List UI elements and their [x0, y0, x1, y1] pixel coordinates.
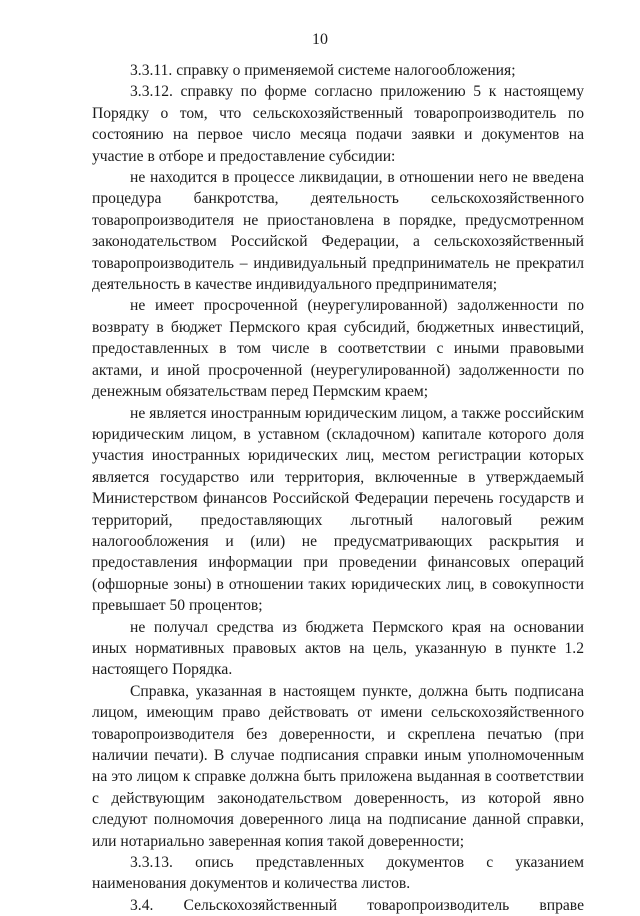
paragraph-signature-requirements: Справка, указанная в настоящем пункте, должна быть подписана лицом, имеющим право действовать от имени сельскохозяйственного товаропроизводителя без доверенности, и скреплена печатью (при наличии печати). В случае подписания справки иным уполномоченным на это лицом к справке должна быть приложена выданная в соответствии с действующим законодательством доверенность, из которой явно следуют полномочия доверенного лица на подписание данной справки, или нотариально заверенная копия такой доверенности;	[92, 682, 584, 850]
paragraph-3-4: 3.4. Сельскохозяйственный товаропроизводитель вправе	[130, 896, 584, 914]
paragraph-no-debt: не имеет просроченной (неурегулированной) задолженности по возврату в бюджет Пермского края субсидий, бюджетных инвестиций, предоставленных в том числе в соответствии с иными правовыми актами, и иной просроченной (неурегулированной) задолженности по денежным обязательствам перед Пермским краем;	[92, 297, 584, 401]
paragraph-3-3-12: 3.3.12. справку по форме согласно приложению 5 к настоящему Порядку о том, что сельскохозяйственный товаропроизводитель по состоянию на первое число месяца подачи заявки и документов на участие в отборе и предоставление субсидии:	[92, 83, 584, 165]
page-number: 10	[312, 31, 328, 48]
paragraph-not-liquidated: не находится в процессе ликвидации, в отношении него не введена процедура банкротства, деятельность сельскохозяйственного товаропроизводителя не приостановлена в порядке, предусмотренном законодательством Российской Федерации, а сельскохозяйственный товаропроизводитель – индивидуальный предприниматель не прекратил деятельность в качестве индивидуального предпринимателя;	[92, 169, 584, 294]
paragraph-no-other-funds: не получал средства из бюджета Пермского края на основании иных нормативных правовых актов на цель, указанную в пункте 1.2 настоящего Порядка.	[92, 618, 584, 679]
document-body	[92, 60, 584, 916]
paragraph-3-3-11: 3.3.11. справку о применяемой системе налогообложения;	[130, 62, 516, 79]
paragraph-not-foreign-entity: не является иностранным юридическим лицом, а также российским юридическим лицом, в уставном (складочном) капитале которого доля участия иностранных юридических лиц, местом регистрации которых является государство или территория, включенные в утверждаемый Министерством финансов Российской Федерации перечень государств и территорий, предоставляющих льготный налоговый режим налогообложения и (или) не предусматривающих раскрытия и предоставления информации при проведении финансовых операций (офшорные зоны) в отношении таких юридических лиц, в совокупности превышает 50 процентов;	[92, 404, 584, 615]
paragraph-3-3-13: 3.3.13. опись представленных документов с указанием наименования документов и количества листов.	[92, 854, 584, 893]
